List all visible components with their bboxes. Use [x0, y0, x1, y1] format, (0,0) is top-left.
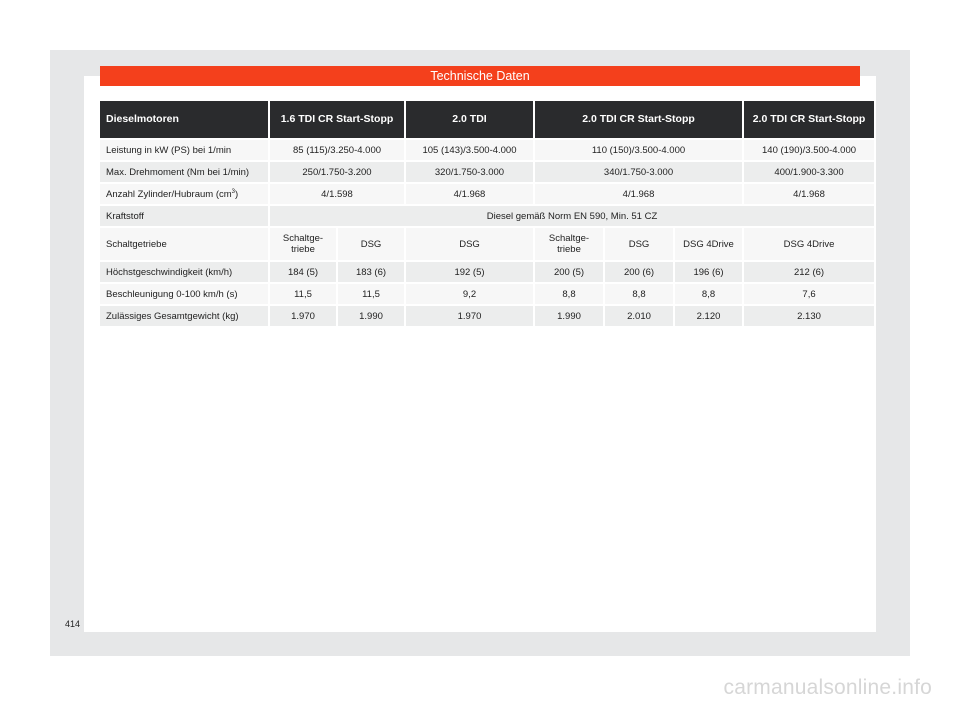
table-cell: 4/1.968 [406, 184, 533, 204]
table-cell: 8,8 [675, 284, 742, 304]
table-cell: DSG 4Drive [744, 228, 874, 260]
table-cell: Schaltge-triebe [270, 228, 336, 260]
table-row [100, 140, 874, 160]
page-number: 414 [65, 619, 81, 629]
row-label-torque: Max. Drehmoment (Nm bei 1/min) [100, 162, 268, 182]
table-cell: 4/1.968 [744, 184, 874, 204]
row-label-acceleration: Beschleunigung 0-100 km/h (s) [100, 284, 268, 304]
table-cell: 1.970 [406, 306, 533, 326]
table-cell: 320/1.750-3.000 [406, 162, 533, 182]
table-cell: 9,2 [406, 284, 533, 304]
header-engine-type: Dieselmotoren [100, 101, 268, 138]
row-label-text-end: ) [235, 189, 239, 201]
table-cell: 200 (6) [605, 262, 673, 282]
table-cell: 1.990 [535, 306, 603, 326]
table-cell: 1.970 [270, 306, 336, 326]
table-cell: Schaltge-triebe [535, 228, 603, 260]
table-cell: DSG [406, 228, 533, 260]
table-cell: 192 (5) [406, 262, 533, 282]
watermark: carmanualsonline.info [723, 676, 932, 699]
table-cell: 7,6 [744, 284, 874, 304]
table-cell: 250/1.750-3.200 [270, 162, 404, 182]
table-cell: 200 (5) [535, 262, 603, 282]
table-cell: 1.990 [338, 306, 404, 326]
table-cell: 212 (6) [744, 262, 874, 282]
table-row [100, 184, 874, 204]
table-cell: DSG [338, 228, 404, 260]
row-label-text: Anzahl Zylinder/Hubraum (cm [106, 189, 232, 201]
table-cell: 340/1.750-3.000 [535, 162, 742, 182]
table-cell: 2.120 [675, 306, 742, 326]
table-row [100, 162, 874, 182]
table-row [100, 306, 874, 326]
row-label-transmission: Schaltgetriebe [100, 228, 268, 260]
row-label-fuel: Kraftstoff [100, 206, 268, 226]
superscript: 3 [231, 189, 235, 196]
table-cell: 2.130 [744, 306, 874, 326]
table-row [100, 228, 874, 260]
table-cell: 4/1.968 [535, 184, 742, 204]
table-row [100, 206, 874, 226]
table-cell: DSG 4Drive [675, 228, 742, 260]
header-engine-1: 1.6 TDI CR Start-Stopp [270, 101, 404, 138]
table-cell: 11,5 [338, 284, 404, 304]
table-cell: 140 (190)/3.500-4.000 [744, 140, 874, 160]
specifications-table [98, 99, 876, 328]
table-cell: DSG [605, 228, 673, 260]
header-engine-3: 2.0 TDI CR Start-Stopp [535, 101, 742, 138]
table-cell: 2.010 [605, 306, 673, 326]
row-label-top-speed: Höchstgeschwindigkeit (km/h) [100, 262, 268, 282]
row-label-power: Leistung in kW (PS) bei 1/min [100, 140, 268, 160]
table-cell: 8,8 [535, 284, 603, 304]
table-cell: 105 (143)/3.500-4.000 [406, 140, 533, 160]
table-cell: Diesel gemäß Norm EN 590, Min. 51 CZ [270, 206, 874, 226]
row-label-gross-weight: Zulässiges Gesamtgewicht (kg) [100, 306, 268, 326]
table-cell: 110 (150)/3.500-4.000 [535, 140, 742, 160]
table-cell: 196 (6) [675, 262, 742, 282]
table-cell: 400/1.900-3.300 [744, 162, 874, 182]
table-row [100, 284, 874, 304]
header-engine-2: 2.0 TDI [406, 101, 533, 138]
row-label-cylinders [100, 184, 268, 204]
table-header-row [100, 101, 874, 138]
section-title: Technische Daten [100, 66, 860, 86]
table-cell: 184 (5) [270, 262, 336, 282]
header-engine-4: 2.0 TDI CR Start-Stopp [744, 101, 874, 138]
table-cell: 183 (6) [338, 262, 404, 282]
table-cell: 8,8 [605, 284, 673, 304]
table-row [100, 262, 874, 282]
table-cell: 85 (115)/3.250-4.000 [270, 140, 404, 160]
table-cell: 4/1.598 [270, 184, 404, 204]
table-cell: 11,5 [270, 284, 336, 304]
